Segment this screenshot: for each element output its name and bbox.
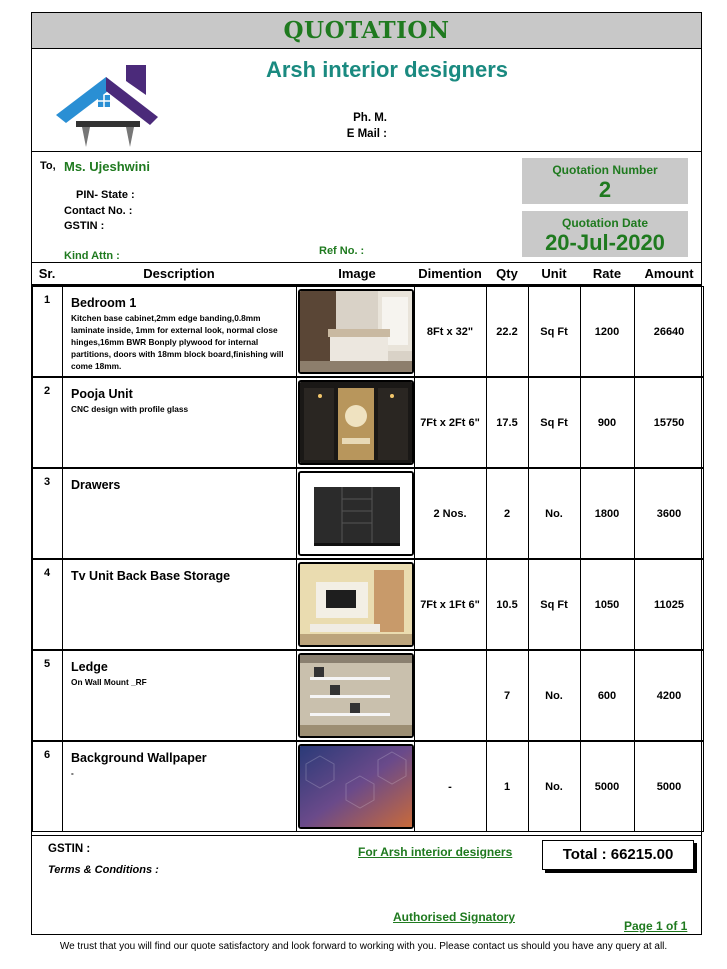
item-unit: Sq Ft [540,416,568,429]
col-qty: Qty [496,266,518,281]
col-rate: Rate [592,266,622,281]
item-rate: 1050 [594,598,620,611]
item-qty: 10.5 [496,598,518,611]
table-row [32,559,701,650]
authorised-signatory: Authorised Signatory [393,910,516,924]
item-title: Ledge [71,660,108,674]
page-title: QUOTATION [283,17,450,44]
table-header [32,262,701,286]
client-name: Ms. Ujeshwini [64,159,150,174]
to-label: To, [40,160,56,172]
footer-note: We trust that you will find our quote satisfactory and look forward to working with you. Please contact us should you have any query at all. [59,941,668,952]
table-row [32,741,701,832]
quotation-date-label: Quotation Date [562,216,648,230]
item-description: CNC design with profile glass [71,404,189,414]
pin-state-label: PIN- State : [76,189,135,201]
item-qty: 22.2 [496,325,518,338]
item-rate: 1200 [594,325,620,338]
item-dimension: 2 Nos. [433,507,467,520]
quotation-date: 20-Jul-2020 [545,230,665,255]
contact-no-label: Contact No. : [64,205,133,217]
table-row [32,286,701,377]
drawers-photo [298,471,414,556]
item-sr: 5 [44,658,51,670]
item-description: Kitchen base cabinet,2mm edge banding,0.8mm laminate inside, 1mm for external look, normal close hinges,16mm BWR Bonply plywood for internal partitions, doors with 18mm block board,finishing will come 18mm. [71,313,284,371]
item-unit: Sq Ft [540,598,568,611]
divider [32,835,701,836]
item-unit: Sq Ft [540,325,568,338]
item-amount: 26640 [653,325,685,338]
item-qty: 7 [503,689,511,702]
item-title: Drawers [71,478,121,492]
item-dimension: 8Ft x 32" [426,325,474,338]
item-title: Bedroom 1 [71,296,137,310]
item-sr: 6 [44,749,51,761]
item-description: - [71,768,74,778]
item-rate: 900 [597,416,617,429]
table-row [32,377,701,468]
col-amount: Amount [644,266,694,281]
tv-unit-photo [298,562,414,647]
item-sr: 2 [44,385,51,397]
quotation-sheet [31,12,702,935]
col-dimension: Dimention [418,266,482,281]
company-contact [342,110,387,142]
col-description: Description [143,266,215,281]
item-title: Tv Unit Back Base Storage [71,569,231,583]
item-dimension: 7Ft x 2Ft 6" [420,416,480,429]
quotation-date-box [522,211,688,257]
quotation-number-label: Quotation Number [552,163,658,177]
terms-label: Terms & Conditions : [48,864,159,876]
for-company: For Arsh interior designers [358,845,513,859]
item-sr: 1 [44,294,51,306]
item-title: Pooja Unit [71,387,133,401]
quotation-number: 2 [598,177,612,202]
bedroom-photo [298,289,414,374]
item-amount: 4200 [656,689,682,702]
item-sr: 3 [44,476,51,488]
ref-no-label: Ref No. : [319,245,365,257]
item-unit: No. [545,507,563,520]
col-image: Image [338,266,376,281]
item-dimension [414,650,486,741]
divider [32,151,701,152]
item-amount: 5000 [656,780,682,793]
item-dimension: 7Ft x 1Ft 6" [420,598,480,611]
ledge-photo [298,653,414,738]
quotation-number-box [522,158,688,204]
item-qty: 17.5 [496,416,518,429]
kind-attn-label: Kind Attn : [64,250,120,262]
item-unit: No. [545,689,563,702]
item-sr: 4 [44,567,51,579]
wallpaper-photo [298,744,414,829]
item-qty: 2 [503,507,511,520]
company-logo-icon [46,55,166,151]
item-amount: 3600 [656,507,682,520]
company-name: Arsh interior designers [265,57,509,82]
item-dimension: - [448,780,452,793]
item-qty: 1 [503,780,511,793]
col-unit: Unit [541,266,567,281]
item-title: Background Wallpaper [71,751,207,765]
item-unit: No. [545,780,563,793]
pooja-unit-photo [298,380,414,465]
item-rate: 600 [597,689,617,702]
client-gstin-label: GSTIN : [64,220,105,232]
footer-gstin-label: GSTIN : [48,843,91,855]
total-amount: Total : 66215.00 [542,840,694,870]
item-amount: 11025 [654,598,684,611]
title-bar [32,13,701,49]
phone-label: Ph. M. [353,112,387,124]
table-row [32,650,701,741]
item-description: On Wall Mount _RF [71,677,147,687]
col-sr: Sr. [38,266,56,281]
page-number: Page 1 of 1 [624,919,688,933]
item-rate: 1800 [594,507,620,520]
item-amount: 15750 [653,416,685,429]
table-row [32,468,701,559]
email-label: E Mail : [346,128,387,140]
item-rate: 5000 [594,780,620,793]
